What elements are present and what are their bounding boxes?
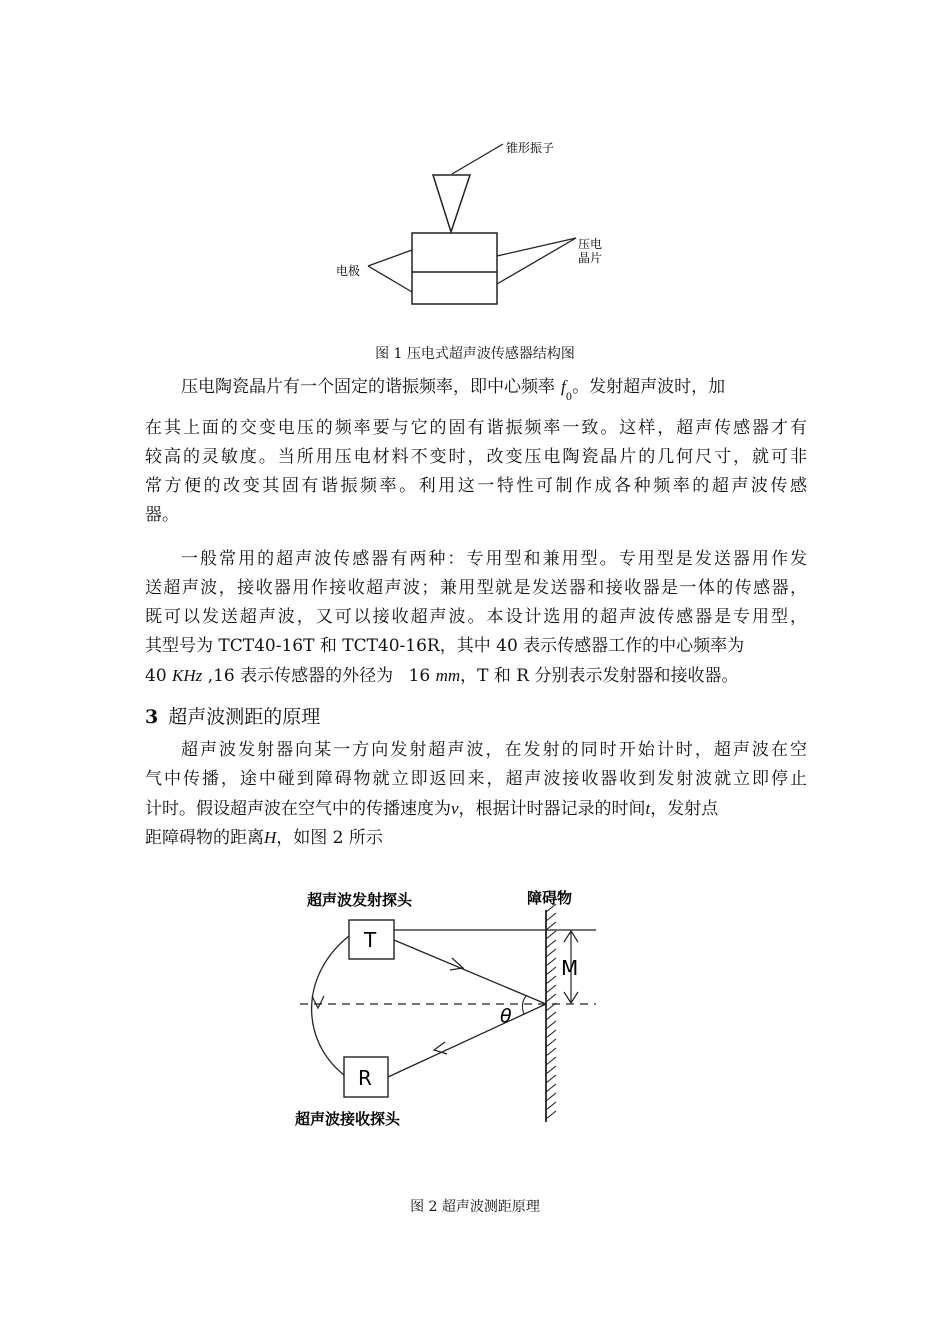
figure-1-caption: 图 1 压电式超声波传感器结构图	[375, 346, 575, 362]
obstacle-hatch-line	[546, 985, 556, 993]
paragraph-3-line-3	[145, 794, 807, 823]
frequency-unit: KHz	[172, 666, 203, 685]
sensor-body-rect	[412, 233, 497, 304]
obstacle-hatch-line	[546, 931, 556, 939]
cone-vibrator-shape	[433, 175, 470, 232]
electrode-leader-upper	[368, 250, 412, 266]
cone-vibrator-label: 锥形振子	[506, 141, 555, 155]
diameter-unit: mm	[435, 666, 461, 685]
p2-line5-text-b: ，T 和 R 分别表示发射器和接收器。	[460, 666, 739, 686]
figure-2-caption: 图 2 超声波测距原理	[410, 1199, 540, 1215]
paragraph-2-line-5	[145, 661, 807, 690]
velocity-symbol: v	[451, 799, 459, 818]
distance-m-label: M	[561, 956, 579, 980]
paragraph-2-line-4: 其型号为 TCT40-16T 和 TCT40-16R，其中 40 表示传感器工作的中心频率为	[145, 636, 745, 656]
paragraph-1-line-5: 器。	[145, 505, 179, 525]
section-3-heading	[145, 702, 320, 729]
p3-line4-text-b: ，如图 2 所示	[276, 828, 383, 848]
center-frequency-symbol: f	[561, 377, 566, 396]
obstacle-hatch-line	[546, 1012, 556, 1020]
p3-line4-text-a: 距障碍物的距离	[145, 828, 264, 848]
obstacle-hatch-line	[546, 1030, 556, 1038]
reflected-ray-arrow	[434, 1042, 447, 1054]
theta-arc	[522, 996, 526, 1014]
crystal-leader-lower	[497, 238, 576, 284]
receiver-letter: R	[358, 1066, 372, 1090]
paragraph-1-line-3: 较高的灵敏度。当所用压电材料不变时，改变压电陶瓷晶片的几何尺寸，就可非	[145, 447, 807, 467]
paragraph-3-line-4	[145, 823, 807, 852]
crystal-leader-upper	[497, 238, 576, 256]
paragraph-3-line-2: 气中传播，途中碰到障碍物就立即返回来，超声波接收器收到发射波就立即停止	[145, 769, 807, 789]
receiver-title: 超声波接收探头	[295, 1110, 401, 1128]
center-frequency-subscript: 0	[565, 392, 573, 403]
cone-label-leader	[452, 144, 503, 174]
figure-1-sensor-structure	[0, 0, 950, 340]
theta-label: θ	[500, 1005, 512, 1027]
transmitter-letter: T	[364, 928, 377, 952]
piezo-crystal-label-line1: 压电	[578, 237, 603, 251]
diameter-value: 16	[408, 666, 431, 686]
paragraph-1-line-1	[145, 372, 807, 414]
figure-2-ranging-principle	[0, 870, 950, 1170]
paragraph-1-line-4: 常方便的改变其固有谐振频率。利用这一特性可制作成各种频率的超声波传感	[145, 476, 807, 496]
obstacle-hatch-line	[546, 1111, 556, 1119]
obstacle-hatch-line	[546, 940, 556, 948]
transmitter-title: 超声波发射探头	[307, 891, 413, 909]
obstacle-hatch-line	[546, 1102, 556, 1110]
piezo-crystal-label-line2: 晶片	[578, 251, 603, 265]
reflected-ray	[388, 1004, 546, 1077]
obstacle-hatch-line	[546, 967, 556, 975]
paragraph-1	[145, 372, 807, 530]
p2-line5-text-a: ,16 表示传感器的外径为	[207, 666, 394, 686]
obstacle-hatch-line	[546, 958, 556, 966]
obstacle-hatch-line	[546, 1075, 556, 1083]
emitted-ray	[394, 940, 546, 1004]
section-3-number: 3	[145, 706, 159, 728]
curve-arrow	[312, 996, 324, 1008]
obstacle-hatch-line	[546, 922, 556, 930]
obstacle-label: 障碍物	[527, 889, 573, 907]
paragraph-2	[145, 545, 807, 690]
obstacle-hatch-line	[546, 1048, 556, 1056]
obstacle-hatch-line	[546, 994, 556, 1002]
time-symbol: t	[645, 799, 651, 818]
frequency-value: 40	[145, 666, 167, 686]
obstacle-hatch-line	[546, 1039, 556, 1047]
p1-line1-text-a: 压电陶瓷晶片有一个固定的谐振频率，即中心频率	[181, 377, 555, 397]
obstacle-hatch-line	[546, 1021, 556, 1029]
obstacle-hatch-line	[546, 1066, 556, 1074]
paragraph-3	[145, 736, 807, 852]
obstacle-hatch-line	[546, 1084, 556, 1092]
p1-line1-text-b: 。发射超声波时，加	[572, 377, 726, 397]
electrode-label: 电极	[336, 264, 361, 278]
paragraph-2-line-3: 既可以发送超声波，又可以接收超声波。本设计选用的超声波传感器是专用型，	[145, 607, 807, 627]
p3-line3-text-a: 计时。假设超声波在空气中的传播速度为	[145, 799, 451, 819]
paragraph-3-line-1: 超声波发射器向某一方向发射超声波，在发射的同时开始计时，超声波在空	[181, 740, 807, 760]
obstacle-hatch-line	[546, 976, 556, 984]
obstacle-hatch-line	[546, 1057, 556, 1065]
paragraph-2-line-1: 一般常用的超声波传感器有两种：专用型和兼用型。专用型是发送器用作发	[181, 549, 807, 569]
obstacle-hatch-line	[546, 1093, 556, 1101]
obstacle-hatch-line	[546, 913, 556, 921]
distance-symbol: H	[264, 828, 277, 847]
paragraph-2-line-2: 送超声波，接收器用作接收超声波；兼用型就是发送器和接收器是一体的传感器，	[145, 578, 807, 598]
p3-line3-text-c: ，发射点	[650, 799, 719, 819]
section-3-title: 超声波测距的原理	[168, 706, 321, 728]
obstacle-hatch-line	[546, 949, 556, 957]
obstacle-hatching	[546, 904, 556, 1119]
paragraph-1-line-2: 在其上面的交变电压的频率要与它的固有谐振频率一致。这样，超声传感器才有	[145, 418, 807, 438]
electrode-leader-lower	[368, 266, 412, 292]
p3-line3-text-b: ，根据计时器记录的时间	[458, 799, 646, 819]
